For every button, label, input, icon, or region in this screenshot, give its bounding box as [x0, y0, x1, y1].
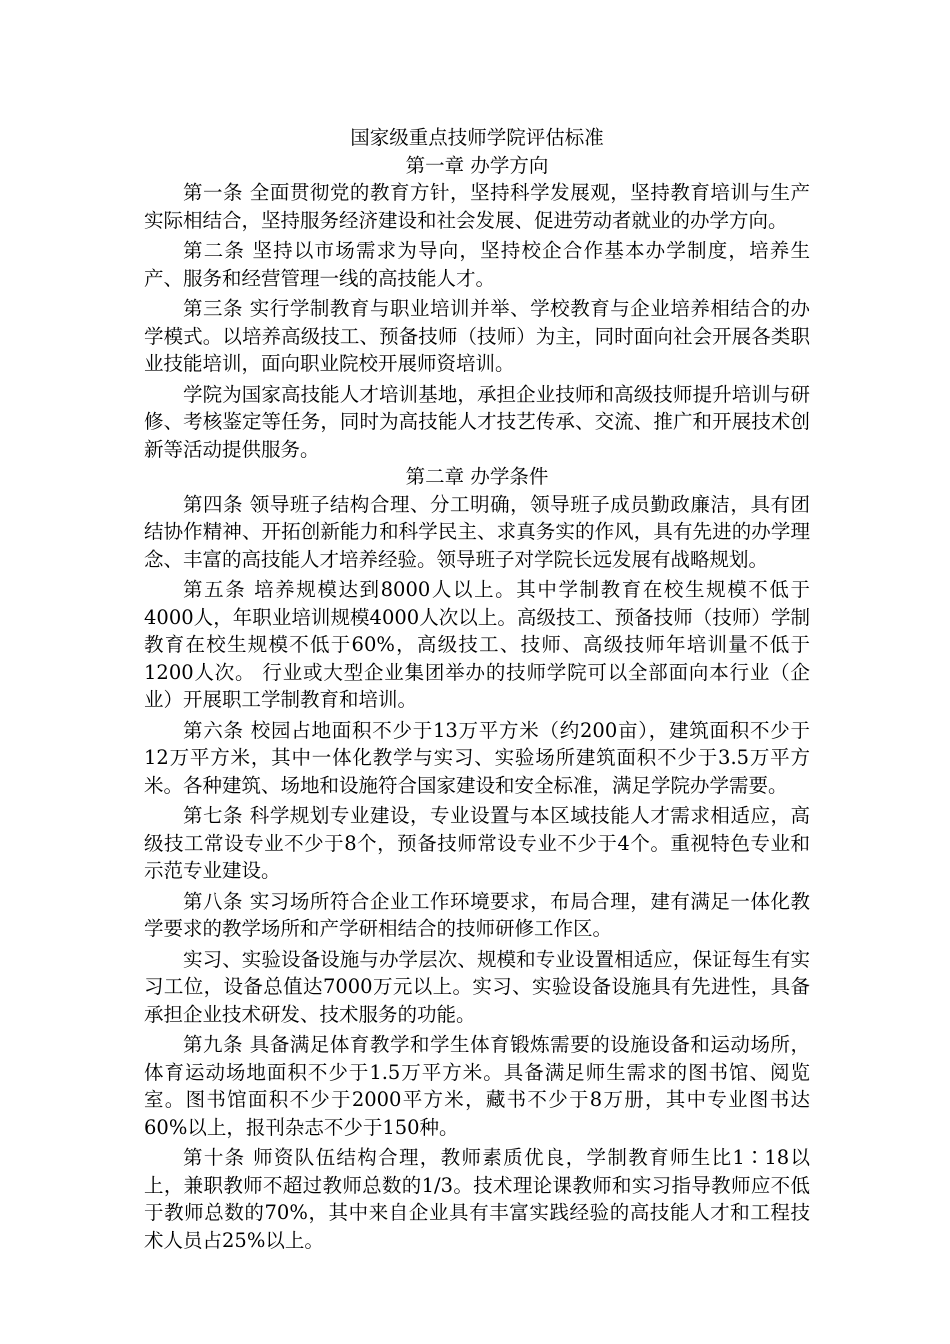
paragraph-article-10: 第十条 师资队伍结构合理，教师素质优良，学制教育师生比1∶18以上，兼职教师不超过教师总数的1/3。技术理论课教师和实习指导教师应不低于教师总数的70%，其中来自企业具有丰富实践经验的高技能人才和工程技术人员占25%以上。	[144, 1146, 810, 1252]
paragraph-article-8: 第八条 实习场所符合企业工作环境要求，布局合理，建有满足一体化教学要求的教学场所和产学研相结合的技师研修工作区。	[144, 889, 810, 940]
paragraph-article-9: 第九条 具备满足体育教学和学生体育锻炼需要的设施设备和运动场所，体育运动场地面积不少于1.5万平方米。具备满足师生需求的图书馆、阅览室。图书馆面积不少于2000平方米，藏书不少于8万册，其中专业图书达60%以上，报刊杂志不少于150种。	[144, 1033, 810, 1139]
paragraph-article-4: 第四条 领导班子结构合理、分工明确，领导班子成员勤政廉洁，具有团结协作精神、开拓创新能力和科学民主、求真务实的作风，具有先进的办学理念、丰富的高技能人才培养经验。领导班子对学院长远发展有战略规划。	[144, 492, 810, 571]
paragraph-article-6: 第六条 校园占地面积不少于13万平方米（约200亩），建筑面积不少于12万平方米，其中一体化教学与实习、实验场所建筑面积不少于3.5万平方米。各种建筑、场地和设施符合国家建设和安全标准，满足学院办学需要。	[144, 718, 810, 797]
paragraph-article-7: 第七条 科学规划专业建设，专业设置与本区域技能人才需求相适应，高级技工常设专业不少于8个，预备技师常设专业不少于4个。重视特色专业和示范专业建设。	[144, 804, 810, 882]
paragraph-article-1: 第一条 全面贯彻党的教育方针，坚持科学发展观，坚持教育培训与生产实际相结合，坚持服务经济建设和社会发展、促进劳动者就业的办学方向。	[144, 181, 810, 232]
chapter-heading: 第一章 办学方向	[405, 153, 549, 177]
paragraph-article-5: 第五条 培养规模达到8000人以上。其中学制教育在校生规模不低于4000人，年职业培训规模4000人次以上。高级技工、预备技师（技师）学制教育在校生规模不低于60%，高级技工、技师、高级技师年培训量不低于1200人次。 行业或大型企业集团举办的技师学院可以全部面向本行业（企业）开展职工学制教育和培训。	[144, 578, 810, 711]
paragraph-article-2: 第二条 坚持以市场需求为导向，坚持校企合作基本办学制度，培养生产、服务和经营管理一线的高技能人才。	[144, 239, 810, 290]
paragraph-equipment: 实习、实验设备设施与办学层次、规模和专业设置相适应，保证每生有实习工位，设备总值达7000万元以上。实习、实验设备设施具有先进性，具备承担企业技术研发、技术服务的功能。	[144, 947, 810, 1026]
chapter-heading: 第二章 办学条件	[405, 465, 549, 488]
paragraph-article-3: 第三条 实行学制教育与职业培训并举、学校教育与企业培养相结合的办学模式。以培养高级技工、预备技师（技师）为主，同时面向社会开展各类职业技能培训，面向职业院校开展师资培训。	[144, 297, 810, 375]
paragraph-institute-role: 学院为国家高技能人才培训基地，承担企业技师和高级技师提升培训与研修、考核鉴定等任务，同时为高技能人才技艺传承、交流、推广和开展技术创新等活动提供服务。	[144, 382, 810, 461]
document-page	[144, 124, 810, 1254]
document-title: 国家级重点技师学院评估标准	[350, 126, 604, 149]
